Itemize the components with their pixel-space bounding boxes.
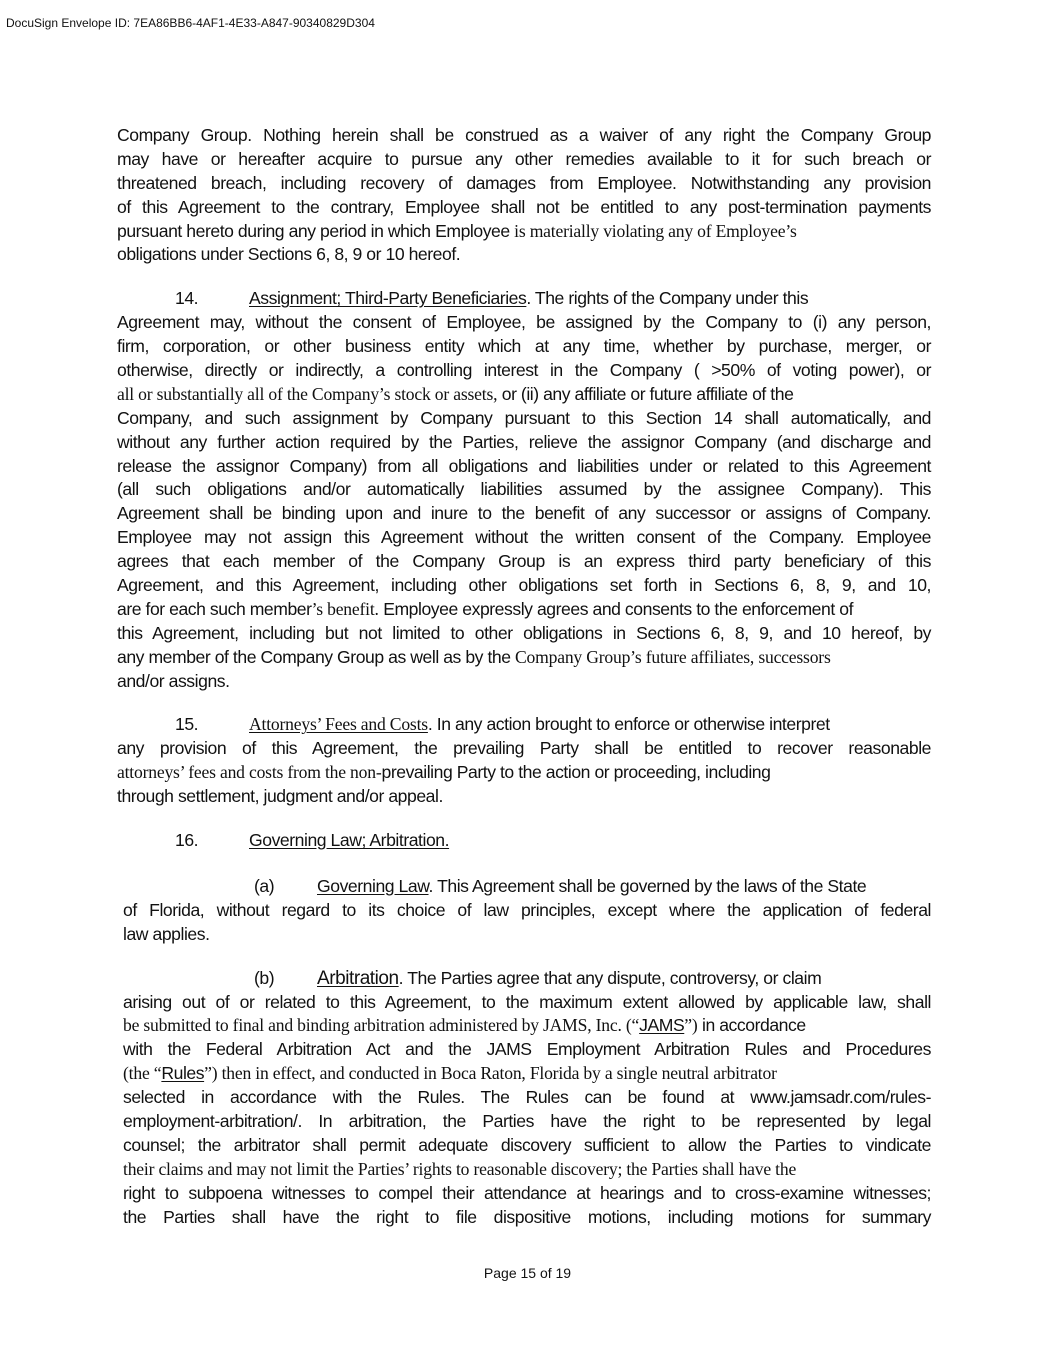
text-span: ”) then in effect, and conducted in Boca Raton, Florida by a single neutral arbitrator (204, 1063, 777, 1084)
text-span: prevailing Party to the action or proceeding, including (381, 762, 771, 783)
text-span: Company Group’s future affiliates, successors (515, 646, 831, 667)
section-heading: Attorneys’ Fees and Costs (249, 714, 428, 735)
section-heading: Governing Law; Arbitration. (249, 830, 450, 851)
text-line (123, 967, 931, 991)
text-line: counsel; the arbitrator shall permit adequate discovery sufficient to allow the Parties to vindicate (123, 1134, 931, 1155)
section-number: 15. (175, 714, 199, 735)
text-line: Agreement shall be binding upon and inure to the benefit of any successor or assigns of Company. (117, 503, 931, 524)
section-15 (117, 713, 931, 809)
subsection-label: (a) (254, 875, 275, 896)
text-line: selected in accordance with the Rules. The Rules can be found at www.jamsadr.com/rules- (123, 1087, 931, 1108)
text-line (117, 383, 931, 407)
text-span: attorneys’ fees and costs from the non- (117, 762, 382, 783)
text-line: arising out of or related to this Agreement, to the maximum extent allowed by applicable law, shall (123, 991, 931, 1012)
text-span: in accordance (697, 1015, 806, 1036)
text-line: of this Agreement to the contrary, Employee shall not be entitled to any post-termination payments (117, 196, 931, 217)
section-heading: Assignment; Third-Party Beneficiaries (249, 288, 527, 309)
text-line (123, 1062, 931, 1086)
text-span: . In any action brought to enforce or otherwise interpret (427, 714, 830, 735)
text-line: Agreement, and this Agreement, including other obligations set forth in Sections 6, 8, 9, and 10, (117, 575, 931, 596)
text-line (117, 646, 931, 670)
subsection-heading: Arbitration (317, 967, 399, 989)
text-line (117, 287, 931, 311)
text-line: through settlement, judgment and/or appeal. (117, 786, 443, 807)
text-span: all or substantially all of the Company’s stock or assets, (117, 383, 498, 404)
subsection-16a (117, 875, 931, 947)
section-14 (117, 287, 931, 693)
section-number: 14. (175, 288, 199, 309)
text-line: otherwise, directly or indirectly, a controlling interest in the Company ( >50% of voting power), or (117, 360, 931, 381)
text-line: Company Group. Nothing herein shall be construed as a waiver of any right the Company Group (117, 125, 931, 145)
text-line: Employee may not assign this Agreement without the written consent of the Company. Employee (117, 527, 931, 548)
text-span: . The rights of the Company under this (526, 288, 809, 309)
text-line: Company, and such assignment by Company pursuant to this Section 14 shall automatically, and (117, 407, 931, 428)
page-number: Page 15 of 19 (483, 1265, 572, 1281)
docusign-envelope-id: DocuSign Envelope ID: 7EA86BB6-4AF1-4E33-A847-90340829D304 (6, 16, 375, 30)
text-line: without any further action required by the Parties, relieve the assignor Company (and discharge and (117, 431, 931, 452)
text-line (117, 220, 931, 244)
subsection-16b (117, 967, 931, 1230)
text-line: threatened breach, including recovery of damages from Employee. Notwithstanding any provision (117, 172, 931, 193)
text-span: any member of the Company Group as well as by the (117, 646, 515, 667)
subsection-label: (b) (254, 967, 275, 988)
text-line (117, 713, 931, 737)
text-line: this Agreement, including but not limited to other obligations in Sections 6, 8, 9, and 10 hereof, by (117, 622, 931, 643)
text-line (117, 761, 931, 785)
text-line (117, 829, 931, 853)
text-line: law applies. (123, 923, 210, 944)
text-span: be submitted to final and binding arbitration administered by JAMS, Inc. (“ (123, 1015, 640, 1036)
document-body (117, 124, 931, 1229)
section-number: 16. (175, 830, 199, 851)
text-span: Employee expressly agrees and consents to the enforcement of (378, 598, 854, 619)
text-line: obligations under Sections 6, 8, 9 or 10 hereof. (117, 244, 461, 265)
text-line: (all such obligations and/or automatically liabilities assumed by the assignee Company). This (117, 479, 931, 500)
defined-term-rules: Rules (161, 1063, 205, 1084)
text-line: Agreement may, without the consent of Employee, be assigned by the Company to (i) any person, (117, 312, 931, 333)
text-line: agrees that each member of the Company Group is an express third party beneficiary of this (117, 551, 931, 572)
text-line: employment-arbitration/. In arbitration, the Parties have the right to be represented by legal (123, 1110, 931, 1131)
text-line: with the Federal Arbitration Act and the JAMS Employment Arbitration Rules and Procedures (123, 1039, 931, 1060)
text-span: or (ii) any affiliate or future affiliate of the (497, 383, 794, 404)
text-line: their claims and may not limit the Parties’ rights to reasonable discovery; the Parties shall have the (123, 1158, 797, 1179)
subsection-heading: Governing Law (317, 875, 429, 896)
text-line: any provision of this Agreement, the prevailing Party shall be entitled to recover reasonable (117, 738, 931, 759)
text-line: of Florida, without regard to its choice of law principles, except where the application of federal (123, 899, 931, 920)
text-line: the Parties shall have the right to file dispositive motions, including motions for summary (123, 1206, 931, 1227)
text-line (117, 598, 931, 622)
text-line (123, 1014, 931, 1038)
text-span: ’s benefit. (311, 598, 379, 619)
text-line (123, 875, 931, 899)
section-16 (117, 829, 931, 1229)
text-span: ”) (684, 1015, 698, 1036)
text-span: . The Parties agree that any dispute, controversy, or claim (398, 967, 822, 988)
text-line: right to subpoena witnesses to compel their attendance at hearings and to cross-examine witnesses; (123, 1182, 931, 1203)
text-span: . This Agreement shall be governed by the laws of the State (428, 875, 867, 896)
text-span: are for each such member (117, 598, 312, 619)
text-span: (the “ (123, 1063, 162, 1084)
text-line: release the assignor Company) from all obligations and liabilities under or related to this Agreement (117, 455, 931, 476)
text-span: is materially violating any of Employee’s (514, 220, 797, 241)
defined-term-jams: JAMS (639, 1015, 685, 1036)
text-span: pursuant hereto during any period in which Employee (117, 220, 515, 241)
paragraph-continuation (117, 124, 931, 267)
text-line: firm, corporation, or other business entity which at any time, whether by purchase, merger, or (117, 336, 931, 357)
text-line: may have or hereafter acquire to pursue any other remedies available to it for such breach or (117, 148, 931, 169)
text-line: and/or assigns. (117, 670, 230, 691)
